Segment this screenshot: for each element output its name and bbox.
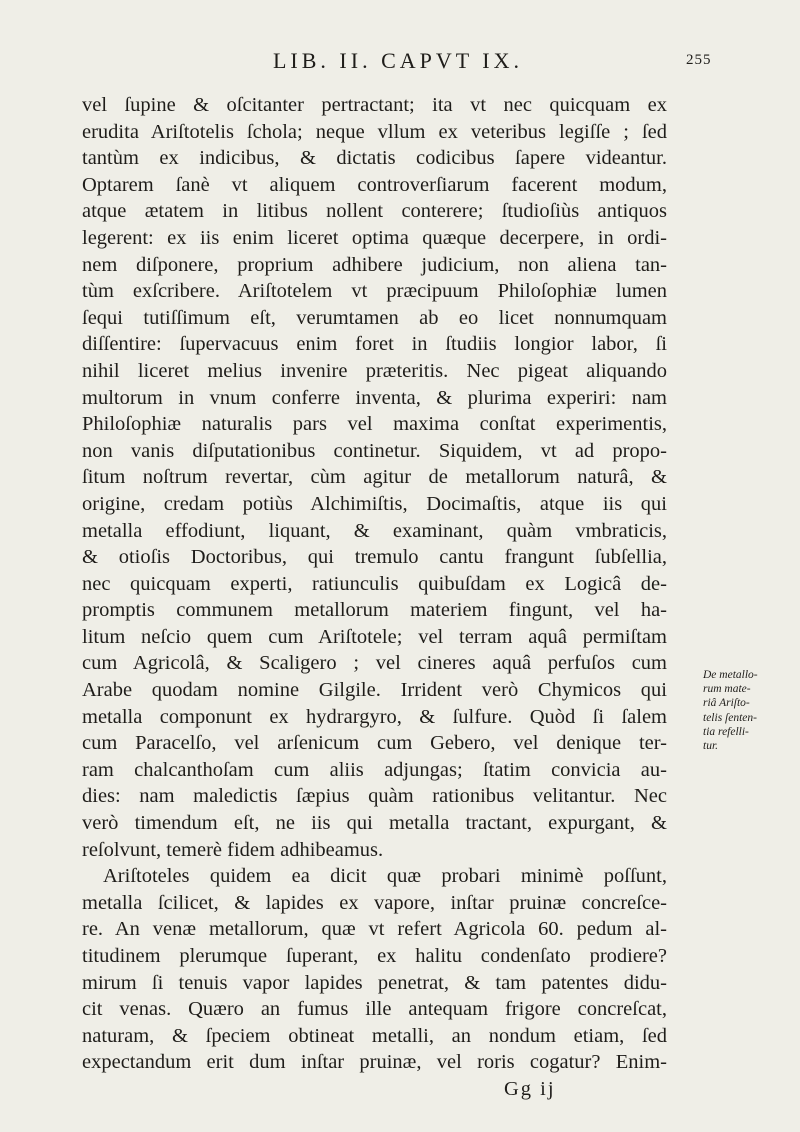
- text-line: re. An venæ metallorum, quæ vt refert Agricola 60. pedum al-: [82, 918, 667, 941]
- text-line: diſſentire: ſupervacuus enim foret in ſtudiis longior labor, ſi: [82, 333, 667, 356]
- text-line: titudinem plerumque ſuperant, ex halitu condenſato prodiere?: [82, 945, 667, 967]
- paragraph-end-line: reſolvunt, temerè fidem adhibeamus.: [82, 838, 384, 861]
- text-line: vel ſupine & oſcitanter pertractant; ita vt nec quicquam ex: [82, 94, 667, 116]
- page-header: [0, 48, 800, 80]
- page-number: 255: [686, 52, 712, 68]
- text-line: naturam, & ſpeciem obtineat metalli, an nondum etiam, ſed: [82, 1024, 667, 1047]
- text-line: non vanis diſputationibus continetur. Siquidem, vt ad propo-: [82, 439, 667, 462]
- marginal-note-line: telis ſenten-: [703, 711, 757, 724]
- text-line: Philoſophiæ naturalis pars vel maxima conſtat experimentis,: [82, 413, 667, 436]
- text-line: legerent: ex iis enim liceret optima quæque decerpere, in ordi-: [82, 226, 667, 249]
- text-line: origine, credam potiùs Alchimiſtis, Docimaſtis, atque iis qui: [82, 492, 667, 515]
- text-line: expectandum erit dum inſtar pruinæ, vel roris cogatur? Enim-: [82, 1051, 667, 1074]
- text-line: Arabe quodam nomine Gilgile. Irrident verò Chymicos qui: [82, 679, 667, 702]
- text-line: nem diſponere, proprium adhibere judicium, non aliena tan-: [82, 253, 667, 276]
- text-line: verò timendum eſt, ne iis qui metalla tractant, expurgant, &: [82, 812, 667, 835]
- marginal-note: [703, 668, 795, 753]
- marginal-note-line: riâ Ariſto-: [703, 697, 750, 710]
- marginal-note-line: tur.: [703, 739, 719, 752]
- text-line: ram chalcanthoſam cum aliis adjungas; ſtatim convicia au-: [82, 758, 667, 781]
- text-line: metalla componunt ex hydrargyro, & ſulfure. Quòd ſi ſalem: [82, 705, 667, 728]
- text-line: ſequi tutiſſimum eſt, verumtamen ab eo licet nonnumquam: [82, 306, 667, 329]
- body-text: [82, 92, 667, 1103]
- marginal-note-line: tia refelli-: [703, 725, 749, 738]
- text-line: tantùm ex indicibus, & dictatis codicibus ſapere videantur.: [82, 147, 667, 170]
- signature-mark: Gg ij: [504, 1077, 556, 1100]
- running-head: LIB. II. CAPVT IX.: [272, 48, 524, 73]
- text-line: erudita Ariſtotelis ſchola; neque vllum ex veteribus legiſſe ; ſed: [82, 120, 667, 143]
- marginal-note-line: rum mate-: [703, 683, 751, 696]
- text-line: tùm exſcribere. Ariſtotelem vt præcipuum Philoſophiæ lumen: [82, 280, 667, 303]
- text-line: ſitum noſtrum revertar, cùm agitur de metallorum naturâ, &: [82, 466, 667, 489]
- text-line: Optarem ſanè vt aliquem controverſiarum facerent modum,: [82, 173, 667, 196]
- text-line: atque ætatem in litibus nollent conterere; ſtudioſiùs antiquos: [82, 200, 667, 223]
- text-line: dies: nam maledictis ſæpius quàm rationibus velitantur. Nec: [82, 785, 667, 808]
- marginal-note-line: De metallo-: [703, 669, 758, 681]
- text-line: nec quicquam experti, ratiunculis quibuſdam ex Logicâ de-: [82, 572, 667, 595]
- text-line: litum neſcio quem cum Ariſtotele; vel terram aquâ permiſtam: [82, 625, 667, 648]
- text-line: & otioſis Doctoribus, qui tremulo cantu frangunt ſubſellia,: [82, 546, 667, 569]
- text-line: nihil liceret melius invenire præteritis. Nec pigeat aliquando: [82, 359, 667, 382]
- text-line: promptis communem metallorum materiem fingunt, vel ha-: [82, 599, 667, 622]
- text-line: metalla effodiunt, liquant, & examinant, quàm vmbraticis,: [82, 519, 667, 542]
- text-line: metalla ſcilicet, & lapides ex vapore, inſtar pruinæ concreſce-: [82, 891, 667, 914]
- text-line: cum Agricolâ, & Scaligero ; vel cineres aquâ perfuſos cum: [82, 652, 667, 675]
- paragraph-start-line: Ariſtoteles quidem ea dicit quæ probari minimè poſſunt,: [103, 865, 667, 888]
- text-line: mirum ſi tenuis vapor lapides penetrat, & tam patentes didu-: [82, 971, 667, 994]
- text-line: cum Paracelſo, vel arſenicum cum Gebero, vel denique ter-: [82, 732, 667, 755]
- text-line: cit venas. Quæro an fumus ille antequam frigore concreſcat,: [82, 998, 667, 1021]
- text-line: multorum in vnum conferre inventa, & plurima experiri: nam: [82, 386, 667, 409]
